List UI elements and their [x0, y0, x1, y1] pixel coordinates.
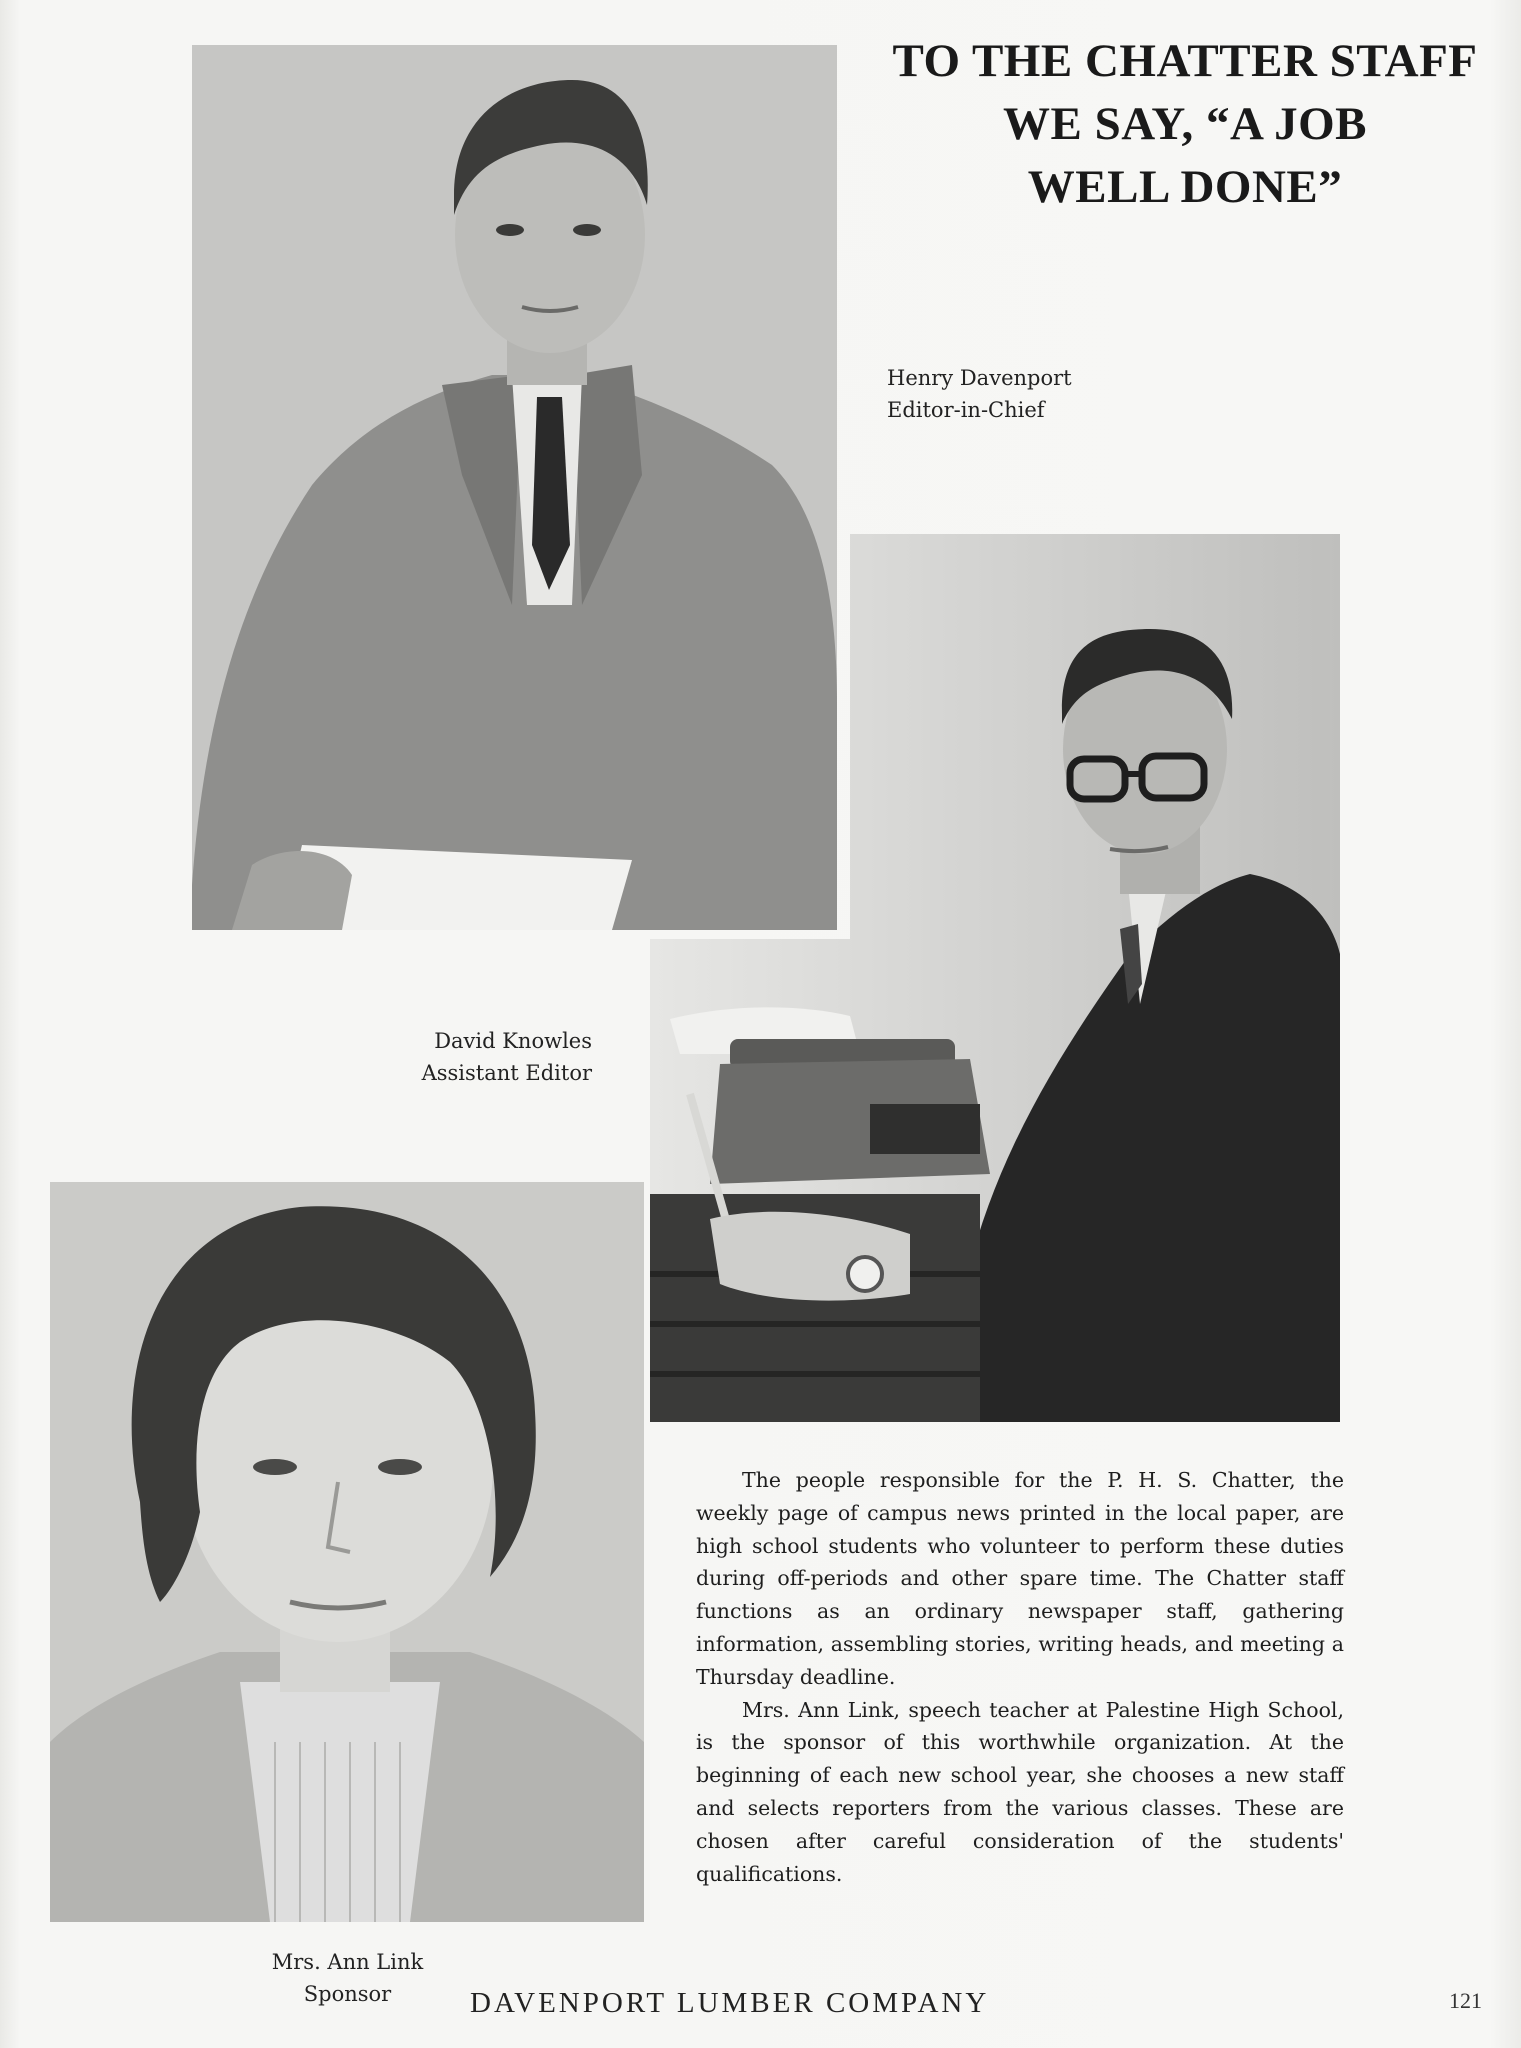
caption-title: Sponsor	[303, 1982, 392, 2006]
headline-line-1: TO THE CHATTER STAFF	[892, 35, 1478, 87]
caption-henry-davenport	[887, 362, 1072, 426]
caption-name: Mrs. Ann Link	[271, 1950, 424, 1974]
caption-david-knowles	[380, 1025, 592, 1089]
photo-ann-link	[50, 1182, 644, 1922]
caption-title: Editor-in-Chief	[887, 398, 1045, 422]
portrait-illustration-david	[650, 534, 1340, 1422]
caption-title: Assistant Editor	[421, 1061, 592, 1085]
article-body	[696, 1464, 1344, 1890]
article-paragraph-2: Mrs. Ann Link, speech teacher at Palestine High School, is the sponsor of this worthwhile organization. At the beginning of each new school year, she chooses a new staff and selects reporters from the various classes. These are chosen after careful consideration of the students' qualifications.	[696, 1697, 1344, 1886]
article-paragraph-1: The people responsible for the P. H. S. Chatter, the weekly page of campus news printed in the local paper, are high school students who volunteer to perform these duties during off-periods and other spare time. The Chatter staff functions as an ordinary newspaper staff, gathering information, assembling stories, writing heads, and meeting a Thursday deadline.	[696, 1468, 1344, 1689]
page-headline	[880, 30, 1490, 219]
headline-line-3: WELL DONE”	[1027, 161, 1343, 213]
portrait-illustration-ann	[50, 1182, 644, 1922]
caption-ann-link	[230, 1946, 465, 2010]
caption-name: David Knowles	[434, 1029, 592, 1053]
photo-david-knowles	[650, 534, 1340, 1422]
page-number: 121	[1449, 1988, 1482, 2013]
caption-name: Henry Davenport	[887, 366, 1072, 390]
headline-line-2: WE SAY, “A JOB	[1003, 98, 1367, 150]
footer-sponsor: DAVENPORT LUMBER COMPANY	[470, 1987, 990, 2019]
